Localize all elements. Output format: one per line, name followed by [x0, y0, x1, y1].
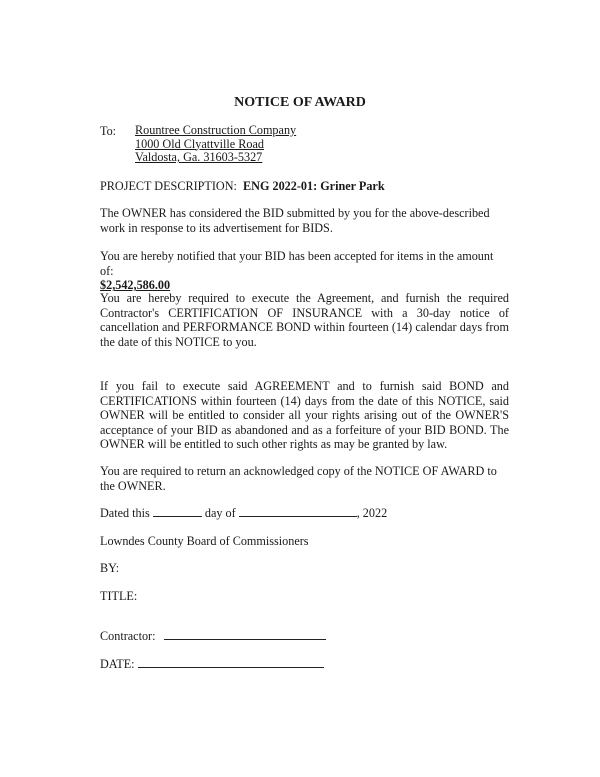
document-title: NOTICE OF AWARD — [234, 95, 366, 110]
paragraph-considered: The OWNER has considered the BID submitted by you for the above-described work in response to its advertisement for BIDS. — [100, 206, 490, 235]
dated-prefix: Dated this — [100, 506, 150, 520]
recipient-name: Rountree Construction Company — [135, 123, 297, 137]
paragraph-fail: If you fail to execute said AGREEMENT and to furnish said BOND and CERTIFICATIONS within fourteen (14) days from the date of this NOTICE, said OWNER will be entitled to consider all your rights arising out of the OWNER'S acceptance of your BID as abandoned and as a forfeiture of your BID BOND. The OWNER will be entitled to such other rights as may be granted by law. — [100, 379, 509, 452]
recipient-block — [100, 124, 509, 165]
board-name: Lowndes County Board of Commissioners — [100, 534, 309, 548]
day-blank[interactable] — [153, 506, 202, 517]
paragraph-required: You are hereby required to execute the Agreement, and furnish the required Contractor's CERTIFICATION OF INSURANCE with a 30-day notice of cancellation and PERFORMANCE BOND within fourteen (14) calendar days from the date of this NOTICE to you. — [100, 291, 509, 349]
title-label: TITLE: — [100, 589, 138, 603]
date-blank[interactable] — [138, 657, 324, 668]
date-label: DATE: — [100, 657, 135, 671]
notified-text: You are hereby notified that your BID has been accepted for items in the amount of: — [100, 249, 494, 278]
recipient-street: 1000 Old Clyattville Road — [135, 136, 264, 151]
contractor-blank[interactable] — [164, 629, 326, 640]
project-description — [100, 179, 509, 194]
dated-suffix: , 2022 — [356, 506, 388, 520]
by-label: BY: — [100, 561, 120, 575]
dated-middle: day of — [204, 506, 236, 520]
paragraph-notified — [100, 249, 509, 293]
date-line — [100, 657, 509, 672]
month-blank[interactable] — [239, 506, 357, 517]
recipient-city: Valdosta, Ga. 31603-5327 — [135, 150, 263, 165]
project-label: PROJECT DESCRIPTION: — [100, 179, 237, 193]
contractor-line — [100, 629, 509, 644]
to-label: To: — [100, 124, 117, 138]
project-value: ENG 2022-01: Griner Park — [243, 179, 385, 193]
paragraph-return: You are required to return an acknowledged copy of the NOTICE OF AWARD to the OWNER. — [100, 464, 497, 493]
dated-line — [100, 506, 509, 521]
contractor-label: Contractor: — [100, 629, 156, 643]
award-amount: $2,542,586.00 — [100, 278, 171, 293]
